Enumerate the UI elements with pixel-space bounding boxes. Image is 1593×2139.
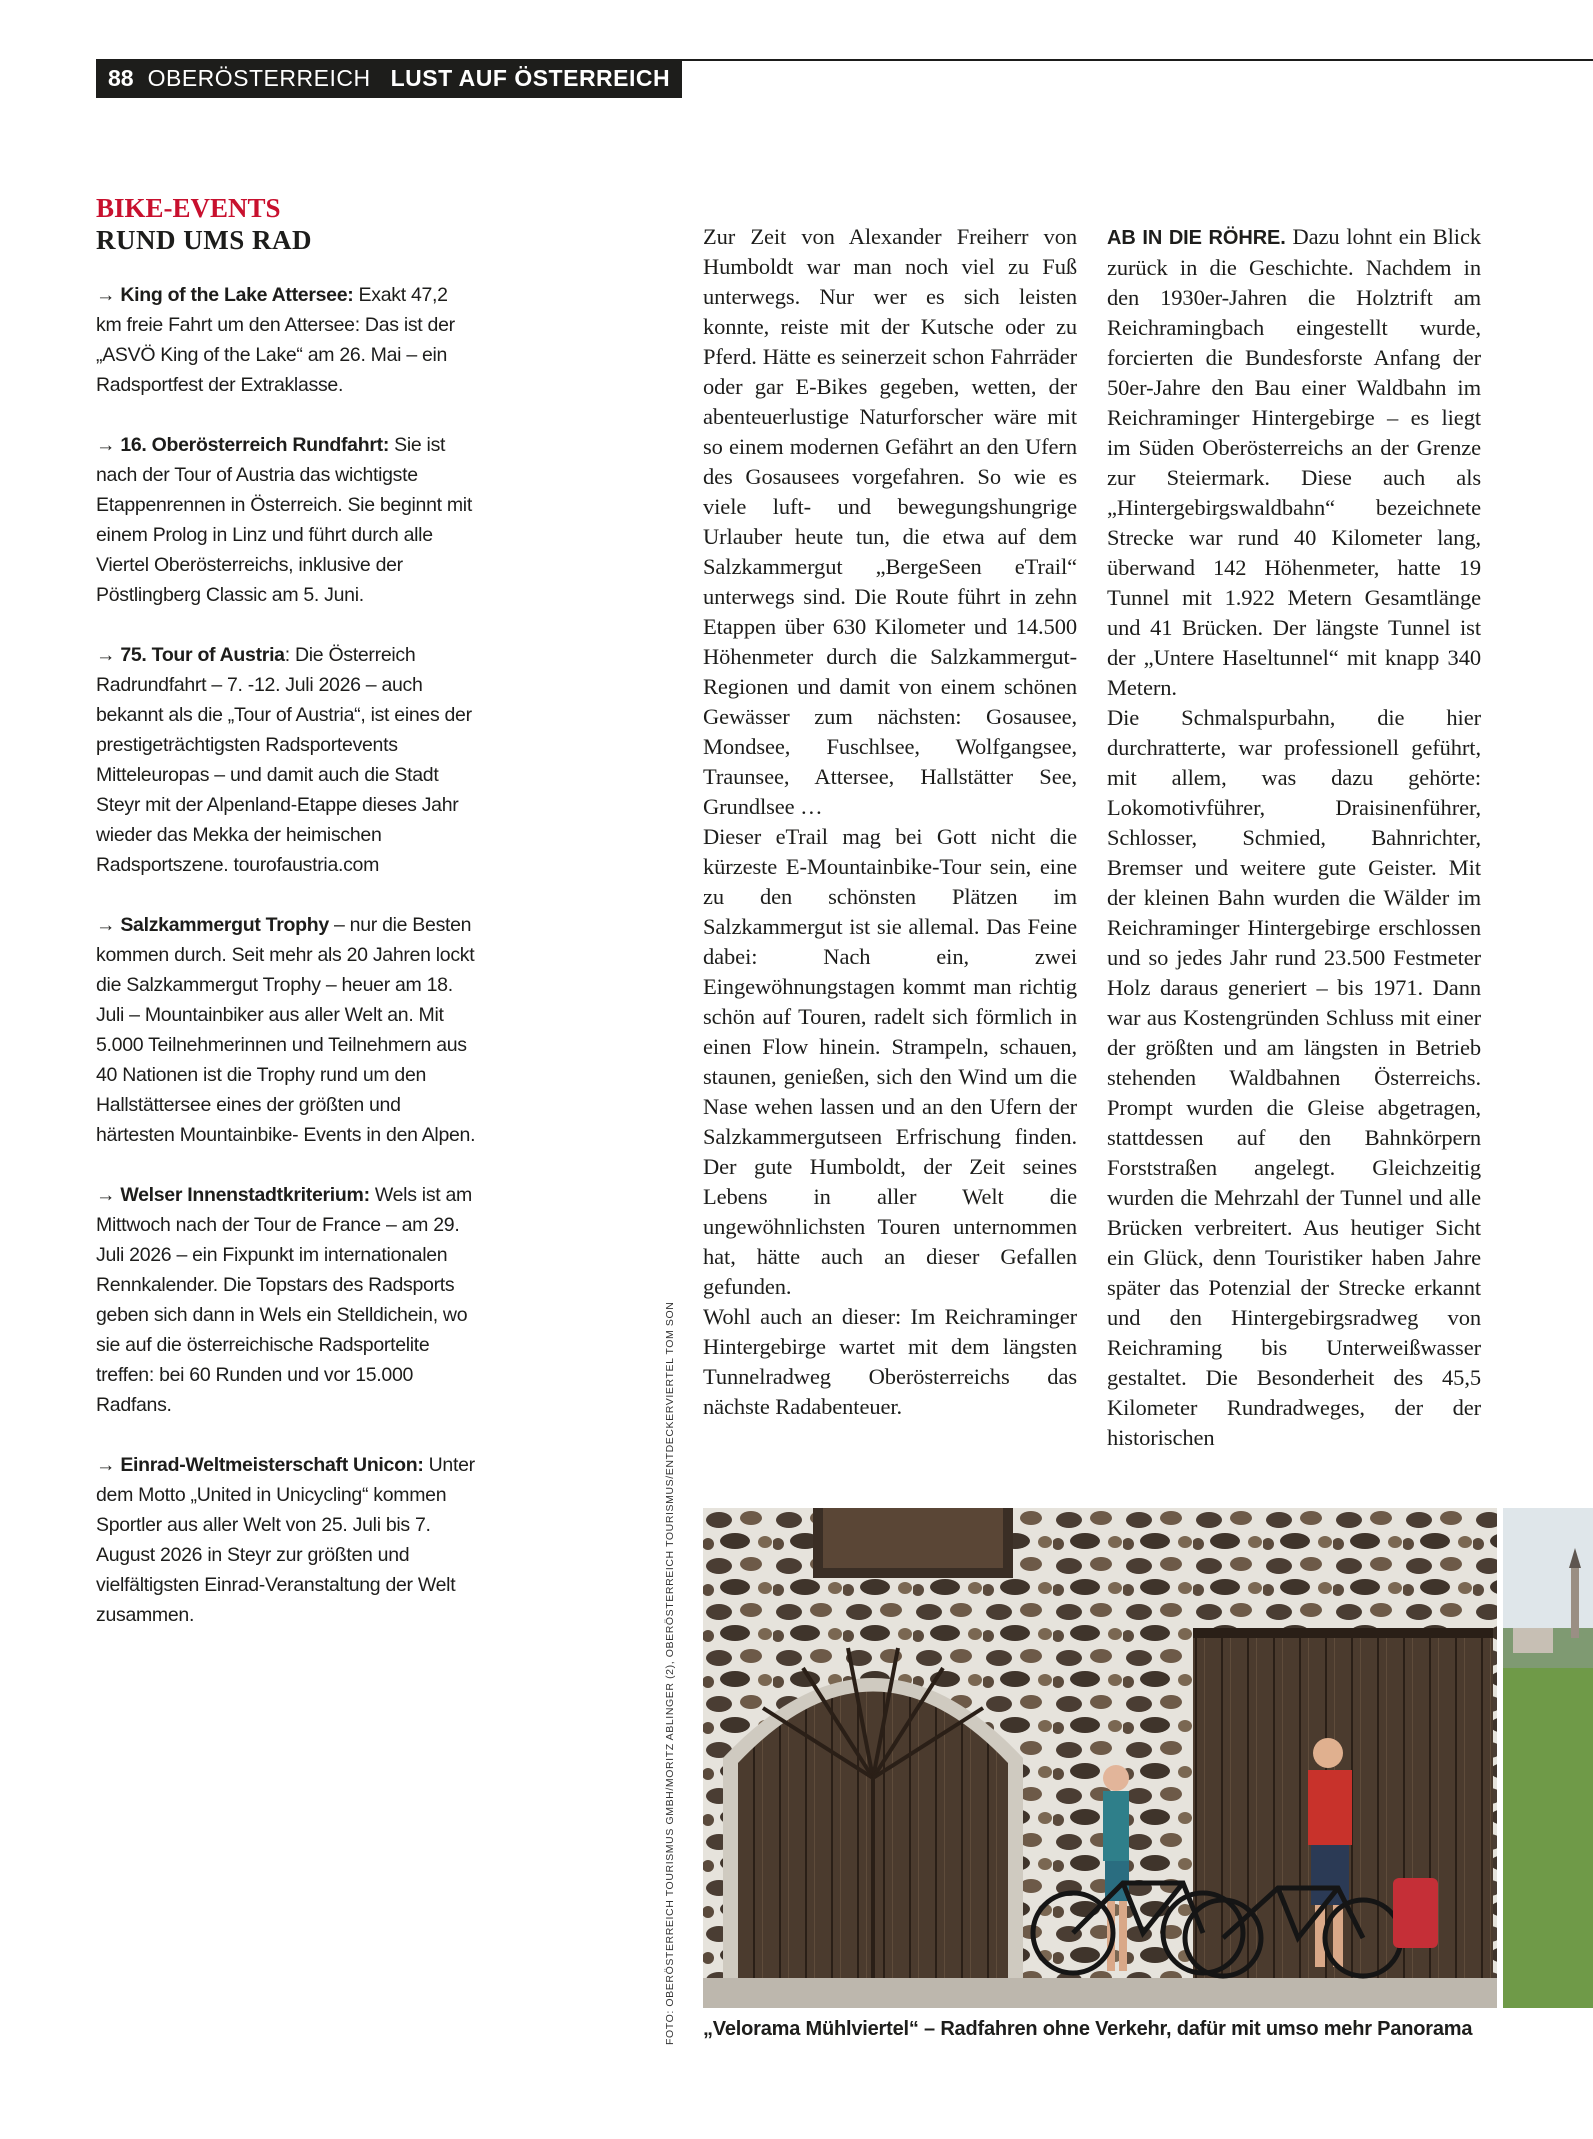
article-paragraph: Wohl auch an dieser: Im Reichraminger Hintergebirge wartet mit dem längsten Tunnelradweg Oberösterreichs das nächste Radabenteuer. bbox=[703, 1304, 1077, 1419]
event-name: Einrad-Weltmeisterschaft Unicon: bbox=[120, 1454, 424, 1476]
article-paragraph: Dieser eTrail mag bei Gott nicht die kürzeste E-Mountainbike-Tour sein, eine zu den schönsten Plätzen im Salzkammergut ist sie allemal. Das Feine dabei: Nach ein, zwei Eingewöhnungstagen kommt man richtig schön auf Touren, radelt sich förmlich in einen Flow hinein. Strampeln, schauen, staunen, genießen, sich den Wind um die Nase wehen lassen und an den Ufern der Salzkammergutseen Erfrischung finden. Der gute Humboldt, der Zeit seines Lebens in aller Welt die ungewöhnlichsten Touren unternommen hat, hätte auch an dieser Gefallen gefunden. bbox=[703, 824, 1077, 1299]
bike-events-sidebar bbox=[96, 192, 476, 1660]
event-name: Welser Innenstadtkriterium: bbox=[120, 1184, 370, 1206]
event-text: : Die Österreich Radrundfahrt – 7. -12. Juli 2026 – auch bekannt als die „Tour of Austria“, ist eines der prestigeträchtigsten Radsportevents Mitteleuropas – und damit auch die Stadt Steyr mit der Alpenland-Etappe dieses Jahr wieder das Mekka der heimischen Radsportszene. tourofaustria.com bbox=[96, 644, 472, 876]
event-name: King of the Lake Attersee: bbox=[120, 284, 354, 306]
article-column-1 bbox=[703, 222, 1077, 1422]
photo-illustration bbox=[1503, 1508, 1593, 2008]
arrow-icon: → bbox=[96, 914, 116, 936]
photo-credit: FOTO: OBERÖSTERREICH TOURISMUS GMBH/MORITZ ABLINGER (2), OBERÖSTERREICH TOURISMUS/ENTDECKERVIERTEL TOM SON bbox=[664, 1301, 676, 2045]
event-name: 16. Oberösterreich Rundfahrt: bbox=[120, 434, 390, 456]
arrow-icon: → bbox=[96, 1184, 116, 1206]
event-name: 75. Tour of Austria bbox=[120, 644, 285, 666]
section-lead-in: AB IN DIE RÖHRE. bbox=[1107, 227, 1286, 249]
article-paragraph bbox=[1107, 222, 1481, 703]
section-name: OBERÖSTERREICH bbox=[147, 65, 371, 91]
event-item bbox=[96, 280, 476, 400]
event-text: Sie ist nach der Tour of Austria das wichtigste Etappenrennen in Österreich. Sie beginnt mit einem Prolog in Linz und führt durch alle Viertel Oberösterreichs, inklusive der Pöstlingberg Classic am 5. Juni. bbox=[96, 434, 472, 606]
sidebar-kicker: BIKE-EVENTS bbox=[96, 193, 281, 223]
event-text: Unter dem Motto „United in Unicycling“ kommen Sportler aus aller Welt von 25. Juli bis 7. August 2026 in Steyr zur größten und vielfältigsten Einrad-Veranstaltung der Welt zusammen. bbox=[96, 1454, 475, 1626]
event-item bbox=[96, 1450, 476, 1630]
event-name: Salzkammergut Trophy bbox=[120, 914, 329, 936]
arrow-icon: → bbox=[96, 644, 116, 666]
article-paragraph-text: Dazu lohnt ein Blick zurück in die Geschichte. Nachdem in den 1930er-Jahren die Holztrift am Reichramingbach eingestellt wurde, forcierten die Bundesforste Anfang der 50er-Jahre den Bau einer Waldbahn im Reichraminger Hintergebirge – es liegt im Süden Oberösterreichs an der Grenze zur Steiermark. Diese auch als „Hintergebirgswaldbahn“ bezeichnete Strecke war rund 40 Kilometer lang, überwand 142 Höhenmeter, hatte 19 Tunnel mit 1.922 Metern Gesamtlänge und 41 Brücken. Der längste Tunnel ist der „Untere Haseltunnel“ mit knapp 340 Metern. bbox=[1107, 224, 1481, 700]
arrow-icon: → bbox=[96, 434, 116, 456]
event-text: – nur die Besten kommen durch. Seit mehr als 20 Jahren lockt die Salzkammergut Trophy – heuer am 18. Juli – Mountainbiker aus aller Welt an. Mit 5.000 Teilnehmerinnen und Teilnehmern aus 40 Nationen ist die Trophy rund um den Hallstättersee eines der größten und härtesten Mountainbike- Events in den Alpen. bbox=[96, 914, 476, 1146]
arrow-icon: → bbox=[96, 284, 116, 306]
event-text: Wels ist am Mittwoch nach der Tour de France – am 29. Juli 2026 – ein Fixpunkt im internationalen Rennkalender. Die Topstars des Radsports geben sich dann in Wels ein Stelldichein, wo sie auf die österreichische Radsportelite treffen: bei 60 Runden und vor 15.000 Radfans. bbox=[96, 1184, 472, 1416]
article-column-2 bbox=[1107, 222, 1481, 1453]
event-item bbox=[96, 1180, 476, 1420]
page-header bbox=[96, 59, 682, 98]
arrow-icon: → bbox=[96, 1454, 116, 1476]
article-paragraph: Zur Zeit von Alexander Freiherr von Humboldt war man noch viel zu Fuß unterwegs. Nur wer es sich leisten konnte, reiste mit der Kutsche oder zu Pferd. Hätte es seinerzeit schon Fahrräder oder gar E-Bikes gegeben, wetten, der abenteuerlustige Naturforscher wäre mit so einem modernen Gefährt an den Ufern des Gosausees vorgefahren. So wie es viele luft- und bewegungshungrige Urlauber heute tun, die etwa auf dem Salzkammergut „BergeSeen eTrail“ unterwegs sind. Die Route führt in zehn Etappen über 630 Kilometer und 14.500 Höhenmeter durch die Salzkammergut-Regionen und damit von einem schönen Gewässer zum nächsten: Gosausee, Mondsee, Fuschlsee, Wolfgangsee, Traunsee, Attersee, Hallstätter See, Grundlsee … bbox=[703, 224, 1077, 819]
photo-illustration bbox=[703, 1508, 1497, 2008]
article-paragraph: Die Schmalspurbahn, die hier durchratterte, war professionell geführt, mit allem, was dazu gehörte: Lokomotivführer, Draisinenführer, Schlosser, Schmied, Bahnrichter, Bremser und weitere gute Geister. Mit der kleinen Bahn wurden die Wälder im Reichraminger Hintergebirge erschlossen und so jedes Jahr rund 23.500 Festmeter Holz daraus generiert – bis 1971. Dann war aus Kostengründen Schluss mit einer der größten und am längsten in Betrieb stehenden Waldbahnen Österreichs. Prompt wurden die Gleise abgetragen, stattdessen auf den Bahnkörpern Forststraßen angelegt. Gleichzeitig wurden die Mehrzahl der Tunnel und alle Brücken verbreitert. Aus heutiger Sicht ein Glück, denn Touristiker haben Jahre später das Potenzial der Strecke erkannt und den Hintergebirgsradweg von Reichraming bis Unterweißwasser gestaltet. Die Besonderheit des 45,5 Kilometer Rundradweges, der der historischen bbox=[1107, 705, 1481, 1450]
cyclists-at-barn-photo bbox=[703, 1508, 1497, 2008]
event-item bbox=[96, 910, 476, 1150]
page-number: 88 bbox=[108, 65, 134, 91]
photo-caption: „Velorama Mühlviertel“ – Radfahren ohne Verkehr, dafür mit umso mehr Panorama bbox=[703, 2018, 1473, 2040]
magazine-title: LUST AUF ÖSTERREICH bbox=[390, 65, 671, 91]
event-item bbox=[96, 640, 476, 880]
event-text: Exakt 47,2 km freie Fahrt um den Attersee: Das ist der „ASVÖ King of the Lake“ am 26. Mai – ein Radsportfest der Extraklasse. bbox=[96, 284, 455, 396]
meadow-town-photo bbox=[1503, 1508, 1593, 2008]
event-item bbox=[96, 430, 476, 610]
sidebar-title: RUND UMS RAD bbox=[96, 225, 312, 255]
